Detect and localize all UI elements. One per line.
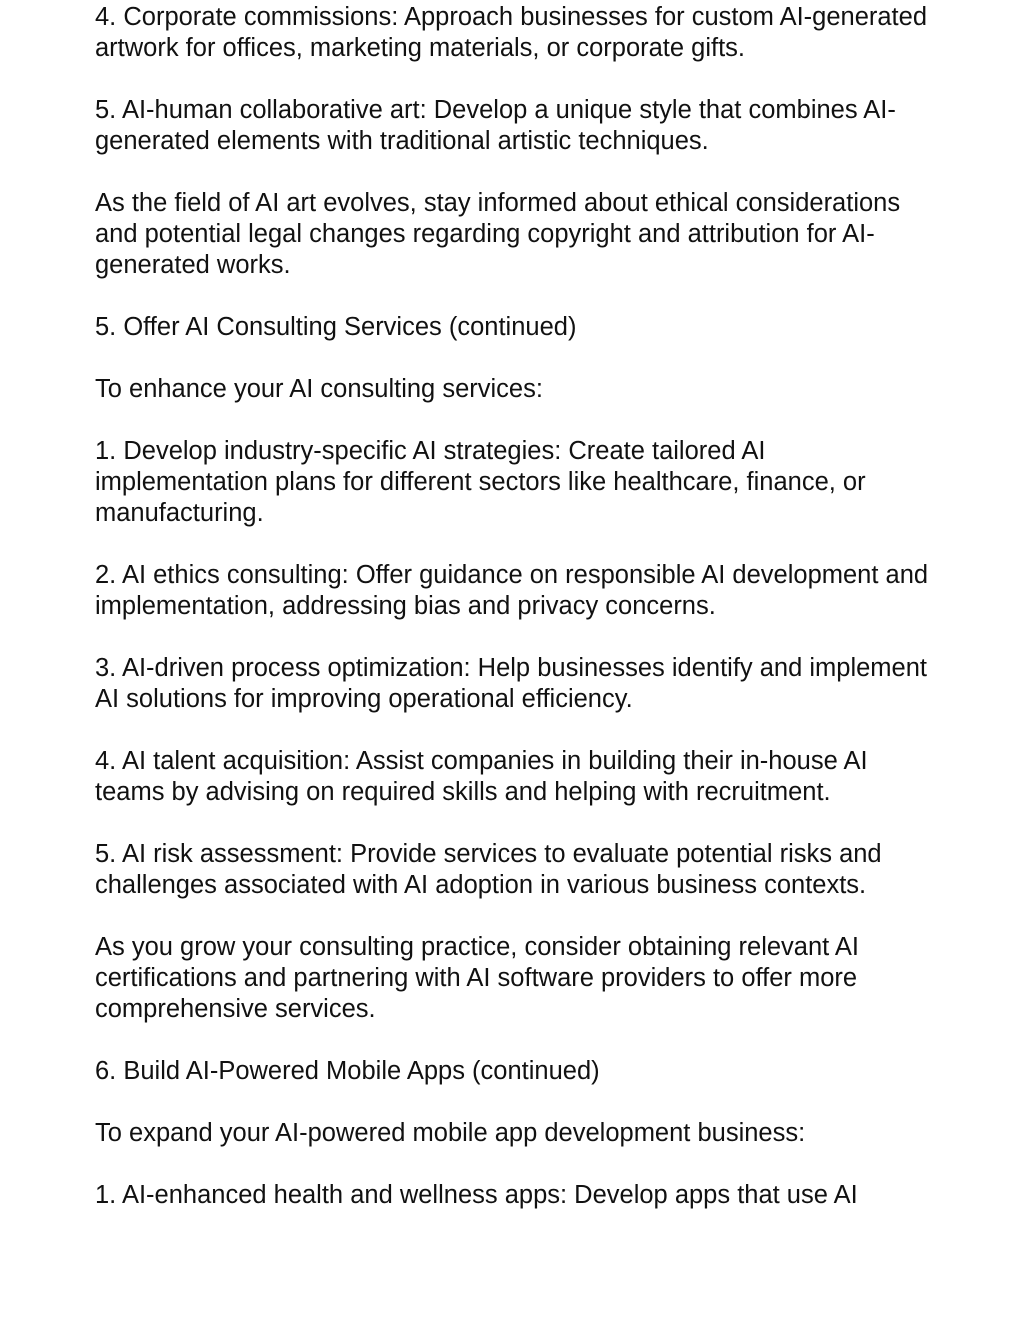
paragraph-mobile-apps-intro: To expand your AI-powered mobile app development business: xyxy=(95,1119,806,1147)
paragraph-ai-art-ethics-note: As the field of AI art evolves, stay informed about ethical considerations and potential legal changes regarding copyright and attribution for AI-generated works. xyxy=(95,189,901,279)
document-page xyxy=(95,2,935,1211)
list-item-process-optimization: 3. AI-driven process optimization: Help businesses identify and implement AI solutions for improving operational efficiency. xyxy=(95,654,927,713)
paragraph-ai-human-collaborative-art: 5. AI-human collaborative art: Develop a unique style that combines AI-generated elements with traditional artistic techniques. xyxy=(95,96,896,155)
list-item-industry-strategies: 1. Develop industry-specific AI strategies: Create tailored AI implementation plans for different sectors like healthcare, finance, or manufacturing. xyxy=(95,437,866,527)
paragraph-corporate-commissions: 4. Corporate commissions: Approach businesses for custom AI-generated artwork for offices, marketing materials, or corporate gifts. xyxy=(95,3,927,62)
paragraph-consulting-intro: To enhance your AI consulting services: xyxy=(95,375,543,403)
section-heading-mobile-apps: 6. Build AI-Powered Mobile Apps (continued) xyxy=(95,1057,600,1085)
list-item-talent-acquisition: 4. AI talent acquisition: Assist companies in building their in-house AI teams by advising on required skills and helping with recruitment. xyxy=(95,747,868,806)
section-heading-ai-consulting: 5. Offer AI Consulting Services (continued) xyxy=(95,313,577,341)
list-item-risk-assessment: 5. AI risk assessment: Provide services to evaluate potential risks and challenges associated with AI adoption in various business contexts. xyxy=(95,840,882,899)
list-item-health-wellness-apps: 1. AI-enhanced health and wellness apps: Develop apps that use AI xyxy=(95,1181,858,1209)
paragraph-consulting-growth: As you grow your consulting practice, consider obtaining relevant AI certifications and partnering with AI software providers to offer more comprehensive services. xyxy=(95,933,860,1023)
list-item-ethics-consulting: 2. AI ethics consulting: Offer guidance on responsible AI development and implementation, addressing bias and privacy concerns. xyxy=(95,561,929,620)
